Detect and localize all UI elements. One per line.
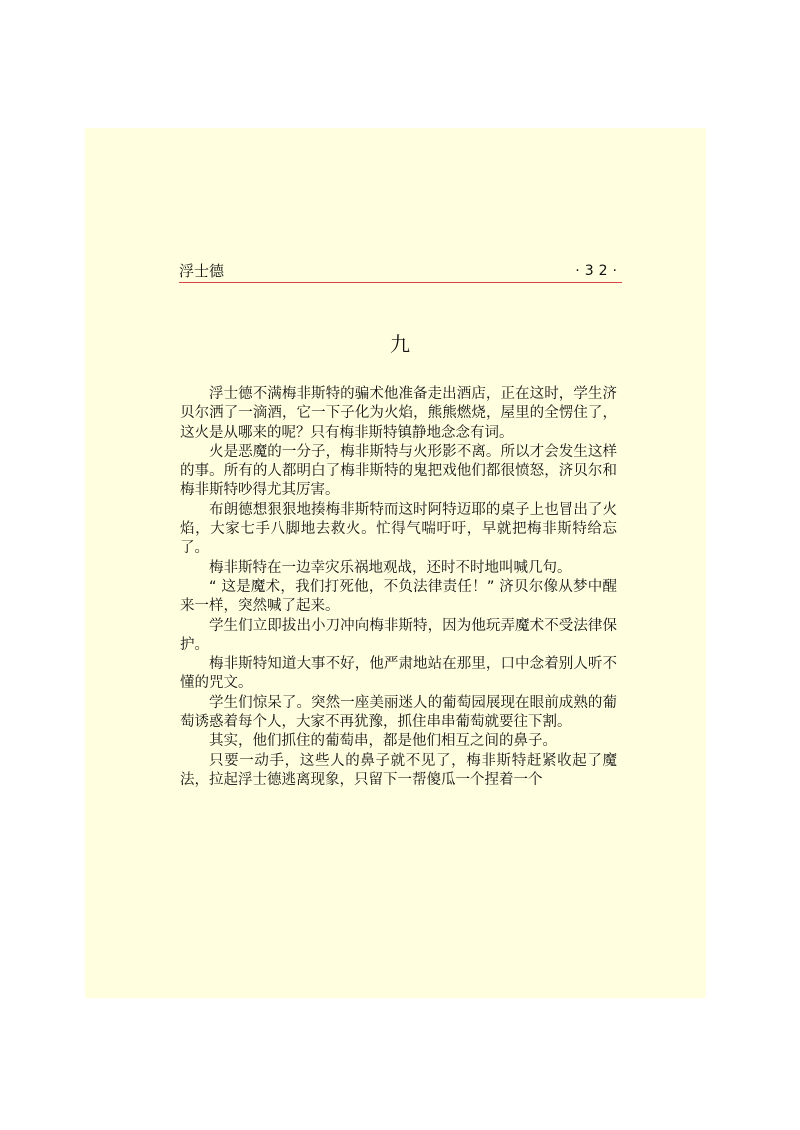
paragraph: 浮士德不满梅非斯特的骗术他准备走出酒店，正在这时，学生济贝尔洒了一滴酒，它一下子化为火焰，熊熊燃烧，屋里的全愣住了，这火是从哪来的呢？只有梅非斯特镇静地念念有词。 xyxy=(180,386,617,441)
paragraph: 学生们立即拔出小刀冲向梅非斯特，因为他玩弄魔术不受法律保护。 xyxy=(180,617,617,653)
paragraph: 只要一动手，这些人的鼻子就不见了，梅非斯特赶紧收起了魔法，拉起浮士德逃离现象，只留下一帮傻瓜一个捏着一个 xyxy=(180,752,617,788)
body-text xyxy=(180,385,617,790)
running-header xyxy=(179,262,622,283)
book-title: 浮士德 xyxy=(179,262,225,280)
paragraph: “ 这是魔术，我们打死他，不负法律责任！” 济贝尔像从梦中醒来一样，突然喊了起来。 xyxy=(180,578,617,615)
paragraph: 火是恶魔的一分子，梅非斯特与火形影不离。所以才会发生这样的事。所有的人都明白了梅非斯特的鬼把戏他们都很愤怒，济贝尔和梅非斯特吵得尤其厉害。 xyxy=(180,443,617,499)
page-number: ·32· xyxy=(575,263,622,279)
paragraph: 梅非斯特知道大事不好，他严肃地站在那里，口中念着别人听不懂的咒文。 xyxy=(180,656,617,692)
chapter-title: 九 xyxy=(390,332,410,356)
paragraph: 学生们惊呆了。突然一座美丽迷人的葡萄园展现在眼前成熟的葡萄诱惑着每个人，大家不再犹豫，抓住串串葡萄就要往下割。 xyxy=(180,694,617,731)
paragraph: 梅非斯特在一边幸灾乐祸地观战，还时不时地叫喊几句。 xyxy=(209,559,572,576)
paragraph: 其实，他们抓住的葡萄串，都是他们相互之间的鼻子。 xyxy=(209,733,557,750)
paragraph: 布朗德想狠狠地揍梅非斯特而这时阿特迈耶的桌子上也冒出了火焰，大家七手八脚地去救火。忙得气喘吁吁，早就把梅非斯特给忘了。 xyxy=(180,501,617,557)
